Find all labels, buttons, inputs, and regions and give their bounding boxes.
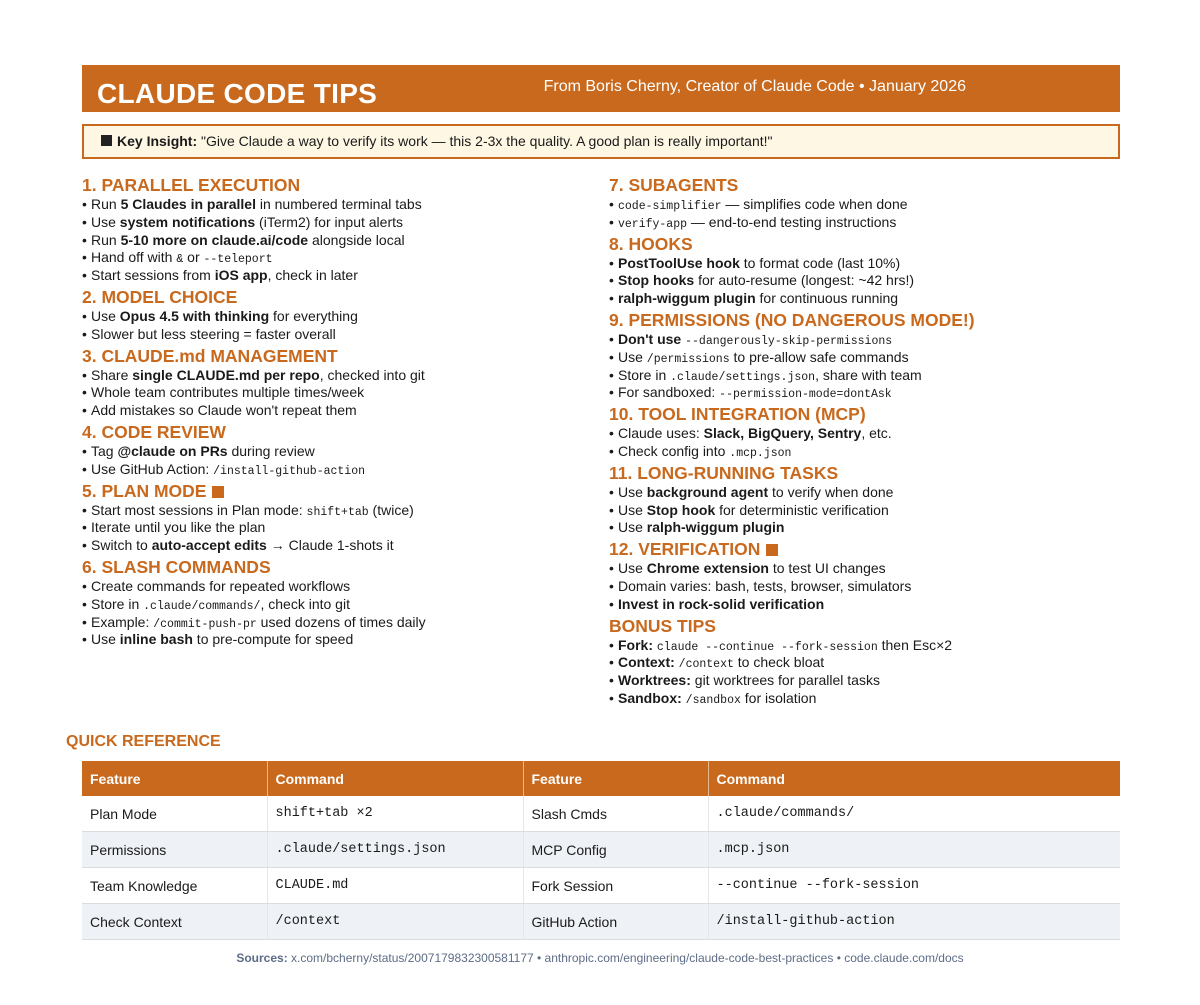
tip-list (609, 331, 1129, 402)
list-item: • Claude uses: Slack, BigQuery, Sentry, etc. (609, 425, 892, 442)
quick-reference-title: QUICK REFERENCE (66, 733, 221, 750)
list-item: • Iterate until you like the plan (82, 519, 266, 536)
command-cell: .mcp.json (708, 832, 1120, 868)
feature-cell: Fork Session (523, 868, 708, 904)
command-cell: shift+tab ×2 (267, 796, 523, 832)
section-title: 10. TOOL INTEGRATION (MCP) (609, 404, 866, 425)
section-title: 11. LONG-RUNNING TASKS (609, 462, 839, 483)
tip-list (82, 308, 582, 344)
list-item: • Create commands for repeated workflows (82, 577, 351, 594)
section-title: 2. MODEL CHOICE (82, 286, 238, 307)
tip-list (609, 560, 1129, 613)
tip-list (609, 196, 1129, 232)
list-item: • PostToolUse hook to format code (last 10%) (609, 254, 901, 271)
list-item: • Store in .claude/commands/, check into git (82, 595, 350, 613)
list-item: • Share single CLAUDE.md per repo, checked into git (82, 366, 425, 383)
tip-list (609, 255, 1129, 308)
feature-cell: GitHub Action (523, 904, 708, 940)
column-header: Feature (82, 761, 267, 796)
header-banner (82, 65, 1120, 112)
list-item: • verify-app — end-to-end testing instructions (609, 213, 897, 231)
list-item: • Use Opus 4.5 with thinking for everything (82, 307, 358, 324)
sources-footer (0, 951, 1200, 965)
command-cell: .claude/settings.json (267, 832, 523, 868)
section-title: 12. VERIFICATION (609, 538, 1129, 560)
column-header: Command (267, 761, 523, 796)
list-item: • Slower but less steering = faster overall (82, 325, 336, 342)
feature-cell: MCP Config (523, 832, 708, 868)
tip-list (82, 367, 582, 420)
table-row (82, 796, 1120, 832)
tip-list (82, 196, 582, 285)
page-subtitle: From Boris Cherny, Creator of Claude Code • January 2026 (543, 78, 966, 95)
section-title: 1. PARALLEL EXECUTION (82, 175, 301, 195)
tip-list (609, 637, 1129, 708)
table-row (82, 832, 1120, 868)
section-title: 7. SUBAGENTS (609, 175, 739, 195)
sources-label: Sources: (236, 951, 288, 965)
feature-cell: Check Context (82, 904, 267, 940)
section-title: 6. SLASH COMMANDS (82, 556, 271, 577)
tip-list (82, 502, 582, 555)
insight-text: "Give Claude a way to verify its work — this 2-3x the quality. A good plan is really important!" (201, 133, 773, 149)
list-item: • Use ralph-wiggum plugin (609, 519, 785, 536)
list-item: • Check config into .mcp.json (609, 442, 792, 460)
section-title: 8. HOOKS (609, 233, 693, 254)
table-header-row (82, 761, 1120, 796)
table-row (82, 904, 1120, 940)
list-item: • Whole team contributes multiple times/week (82, 384, 365, 401)
key-insight-box (82, 124, 1120, 159)
command-cell: /install-github-action (708, 904, 1120, 940)
list-item: • Example: /commit-push-pr used dozens of times daily (82, 613, 426, 631)
list-item: • Start most sessions in Plan mode: shift+tab (twice) (82, 501, 414, 519)
list-item: • Use /permissions to pre-allow safe commands (609, 348, 909, 366)
list-item: • Sandbox: /sandbox for isolation (609, 689, 817, 707)
list-item: • Use Chrome extension to test UI changes (609, 560, 886, 577)
left-column (82, 173, 582, 649)
list-item: • Stop hooks for auto-resume (longest: ~42 hrs!) (609, 272, 915, 289)
list-item: • Run 5 Claudes in parallel in numbered terminal tabs (82, 196, 422, 212)
square-marker-icon (766, 544, 778, 556)
list-item: • For sandboxed: --permission-mode=dontAsk (609, 384, 892, 402)
column-header: Feature (523, 761, 708, 796)
tip-list (609, 425, 1129, 461)
square-bullet-icon (101, 135, 112, 146)
feature-cell: Plan Mode (82, 796, 267, 832)
list-item: • Store in .claude/settings.json, share with team (609, 366, 922, 384)
list-item: • Hand off with & or --teleport (82, 249, 273, 267)
list-item: • Tag @claude on PRs during review (82, 442, 315, 459)
list-item: • Add mistakes so Claude won't repeat them (82, 402, 357, 419)
quick-reference-table (82, 761, 1120, 940)
list-item: • Use inline bash to pre-compute for speed (82, 631, 354, 648)
list-item: • Invest in rock-solid verification (609, 595, 825, 612)
list-item: • Context: /context to check bloat (609, 654, 825, 672)
feature-cell: Permissions (82, 832, 267, 868)
list-item: • Start sessions from iOS app, check in later (82, 267, 358, 284)
feature-cell: Team Knowledge (82, 868, 267, 904)
right-column (609, 173, 1129, 708)
list-item: • code-simplifier — simplifies code when done (609, 196, 908, 213)
section-title: 9. PERMISSIONS (NO DANGEROUS MODE!) (609, 309, 975, 330)
sources-text: x.com/bcherny/status/2007179832300581177 • anthropic.com/engineering/claude-code-best-practices • code.claude.com/docs (287, 951, 964, 965)
section-title: BONUS TIPS (609, 615, 716, 636)
section-title: 5. PLAN MODE (82, 480, 582, 502)
list-item: • Use system notifications (iTerm2) for input alerts (82, 213, 403, 230)
section-title: 4. CODE REVIEW (82, 421, 226, 442)
list-item: • Fork: claude --continue --fork-session then Esc×2 (609, 636, 953, 654)
tip-list (82, 578, 582, 649)
command-cell: --continue --fork-session (708, 868, 1120, 904)
list-item: • Use background agent to verify when done (609, 483, 894, 500)
list-item: • Run 5-10 more on claude.ai/code alongside local (82, 231, 405, 248)
table-row (82, 868, 1120, 904)
page-title: CLAUDE CODE TIPS (97, 78, 378, 109)
column-header: Command (708, 761, 1120, 796)
feature-cell: Slash Cmds (523, 796, 708, 832)
list-item: • Don't use --dangerously-skip-permissions (609, 330, 893, 348)
tip-list (82, 443, 582, 479)
list-item: • Use GitHub Action: /install-github-action (82, 460, 365, 478)
insight-label: Key Insight: (117, 133, 198, 149)
list-item: • ralph-wiggum plugin for continuous running (609, 290, 899, 307)
list-item: • Worktrees: git worktrees for parallel tasks (609, 672, 880, 689)
command-cell: CLAUDE.md (267, 868, 523, 904)
list-item: • Switch to auto-accept edits → Claude 1-shots it (82, 537, 394, 554)
list-item: • Use Stop hook for deterministic verification (609, 501, 889, 518)
list-item: • Domain varies: bash, tests, browser, simulators (609, 577, 912, 594)
section-title: 3. CLAUDE.md MANAGEMENT (82, 345, 338, 366)
tip-list (609, 484, 1129, 537)
command-cell: /context (267, 904, 523, 940)
square-marker-icon (212, 486, 224, 498)
command-cell: .claude/commands/ (708, 796, 1120, 832)
